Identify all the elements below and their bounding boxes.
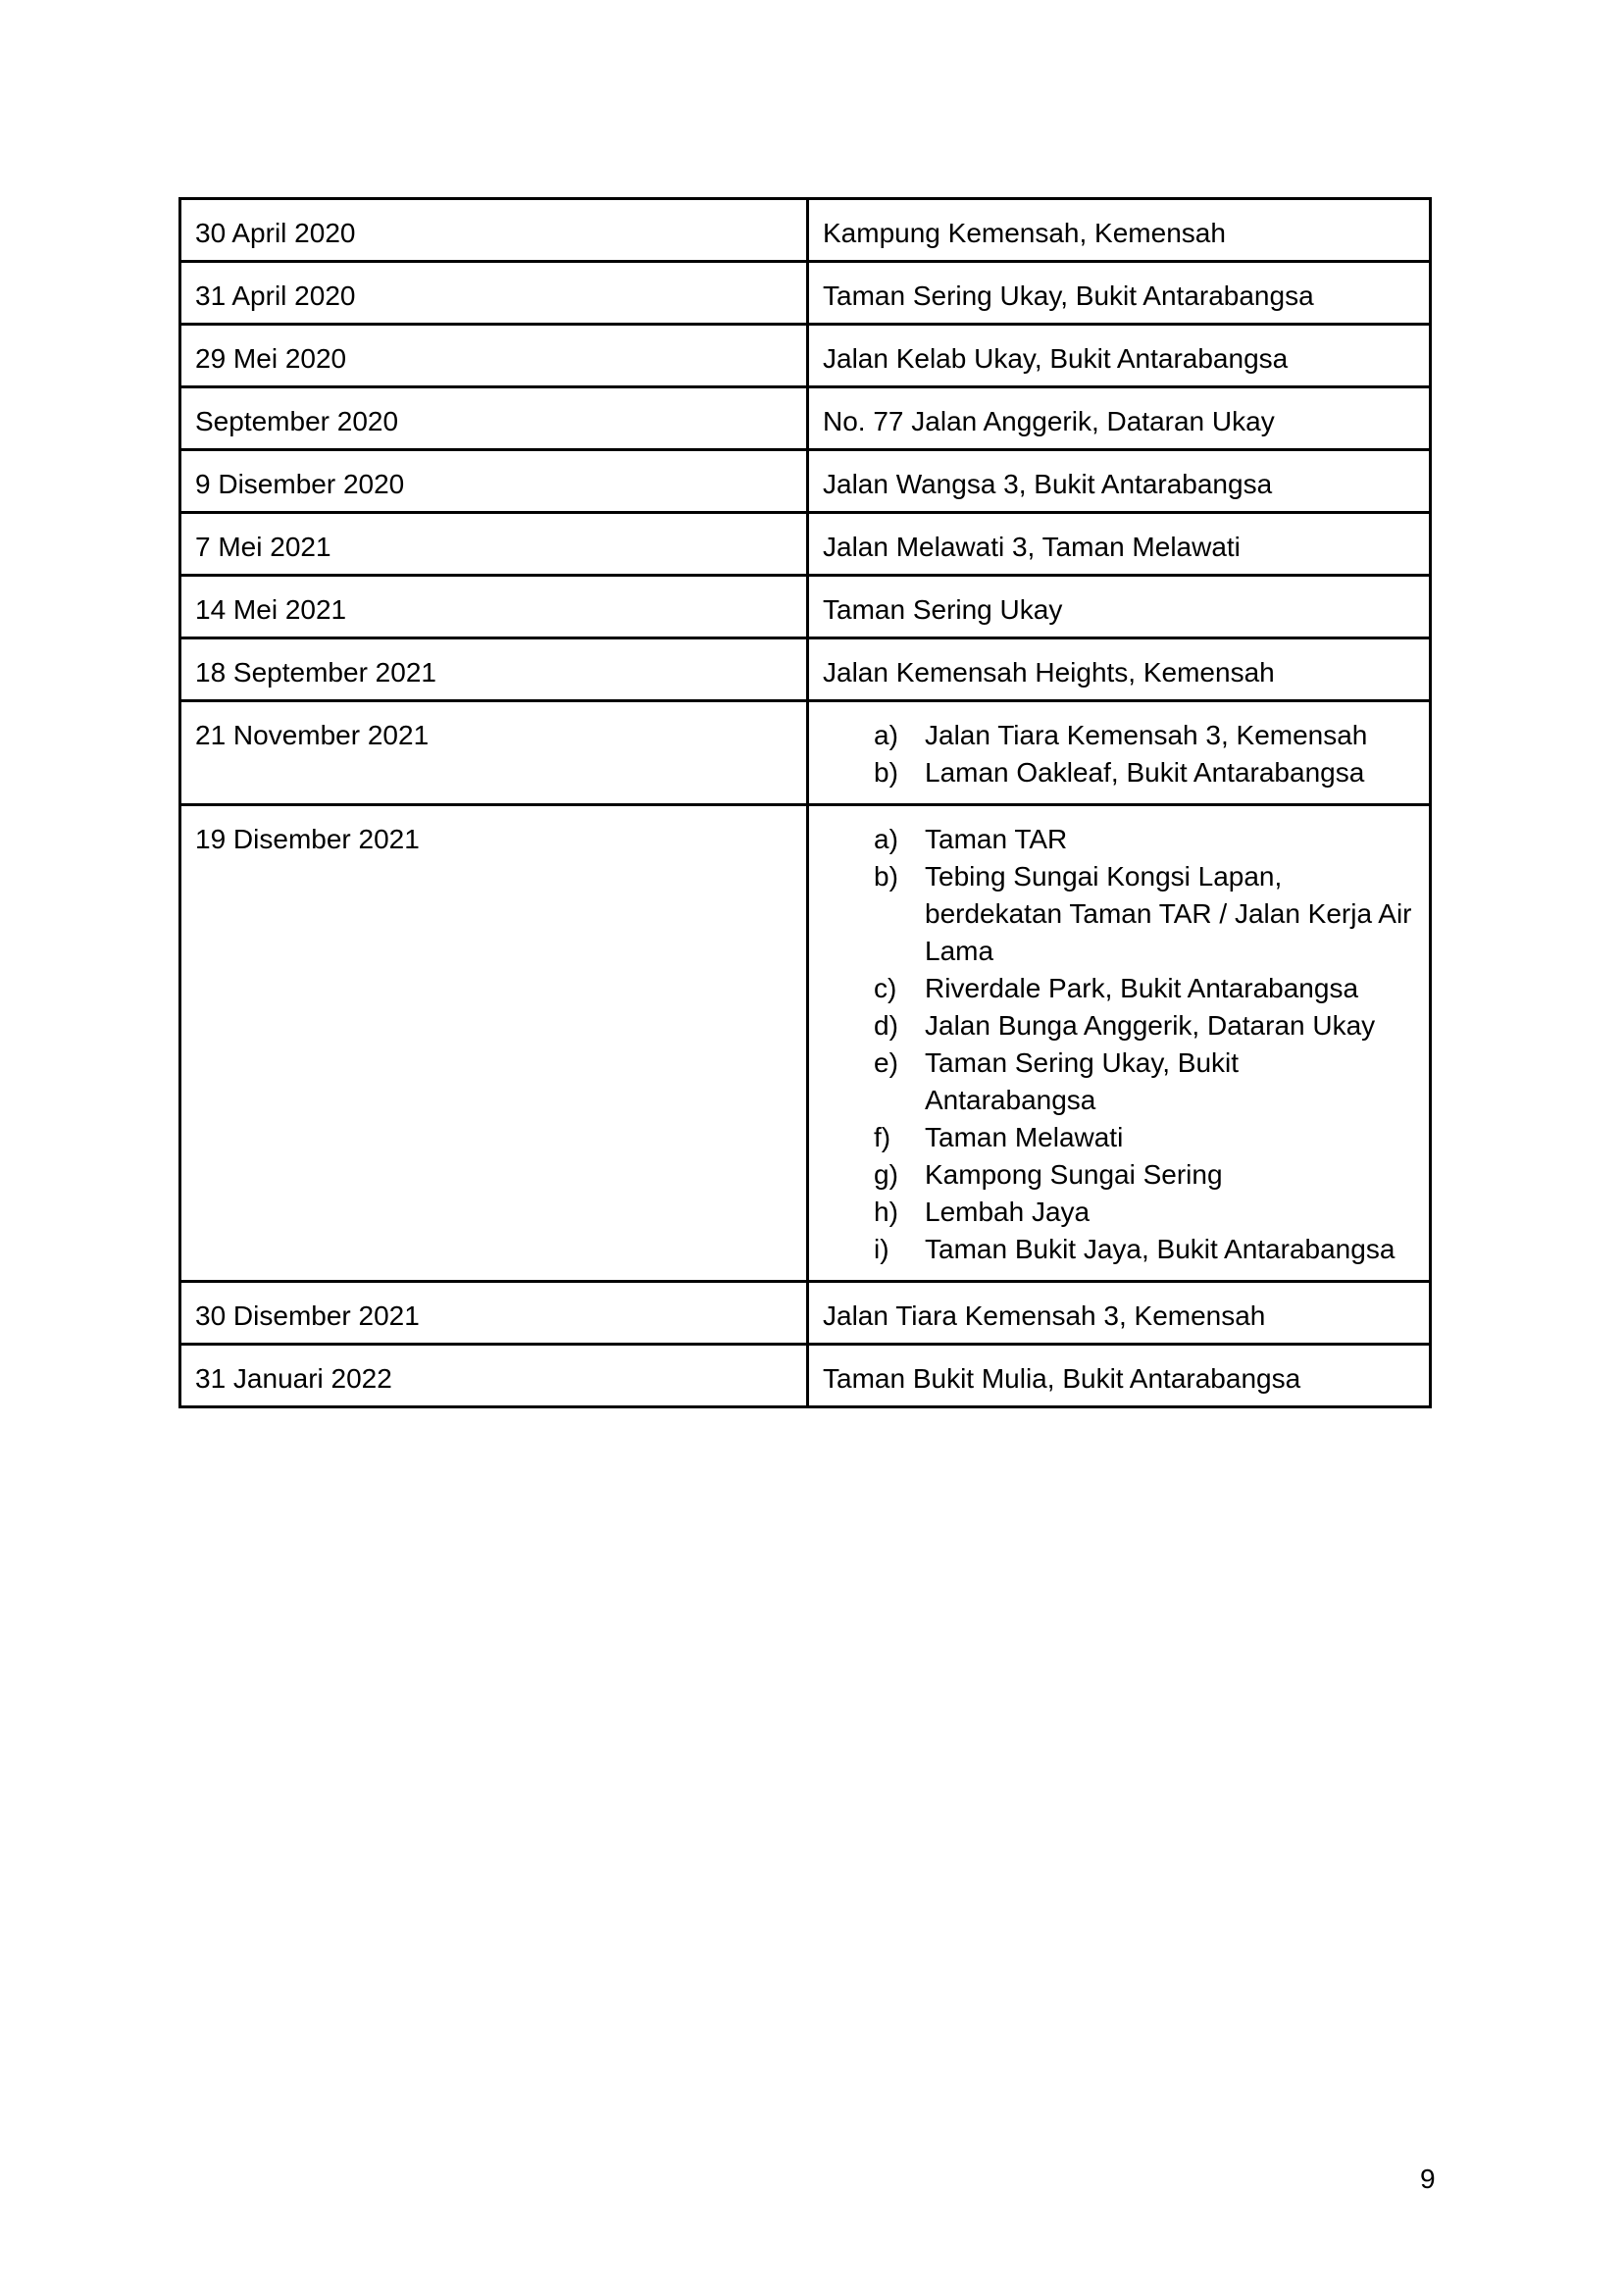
- list-marker: a): [874, 824, 898, 854]
- list-marker: g): [874, 1159, 898, 1190]
- list-item-text: Taman Sering Ukay, Bukit Antarabangsa: [925, 1047, 1240, 1115]
- list-item-text: Laman Oakleaf, Bukit Antarabangsa: [925, 757, 1365, 788]
- list-item: [874, 1119, 1415, 1156]
- date-cell: 9 Disember 2020: [180, 450, 808, 513]
- list-item-text: Riverdale Park, Bukit Antarabangsa: [925, 973, 1359, 1003]
- list-item-text: Jalan Tiara Kemensah 3, Kemensah: [925, 720, 1368, 750]
- list-item: [874, 717, 1415, 754]
- table-row: [180, 513, 1431, 576]
- date-cell: 30 April 2020: [180, 199, 808, 262]
- list-item: [874, 1156, 1415, 1194]
- list-marker: b): [874, 861, 898, 892]
- list-item: [874, 754, 1415, 791]
- location-list: [823, 717, 1415, 803]
- date-cell: 21 November 2021: [180, 701, 808, 805]
- list-marker: h): [874, 1197, 898, 1227]
- date-cell: 31 Januari 2022: [180, 1345, 808, 1407]
- date-cell: 19 Disember 2021: [180, 805, 808, 1282]
- page-number: 9: [1420, 2164, 1436, 2194]
- table-row: [180, 387, 1431, 450]
- list-item-text: Taman TAR: [925, 824, 1068, 854]
- location-cell: [808, 805, 1431, 1282]
- date-cell: 30 Disember 2021: [180, 1282, 808, 1345]
- list-marker: e): [874, 1047, 898, 1078]
- location-cell: Taman Bukit Mulia, Bukit Antarabangsa: [808, 1345, 1431, 1407]
- table-row: [180, 325, 1431, 387]
- location-cell: Jalan Melawati 3, Taman Melawati: [808, 513, 1431, 576]
- table-row: [180, 576, 1431, 638]
- date-cell: 29 Mei 2020: [180, 325, 808, 387]
- list-marker: a): [874, 720, 898, 750]
- location-cell: Taman Sering Ukay: [808, 576, 1431, 638]
- list-item: [874, 1007, 1415, 1045]
- table-row: [180, 701, 1431, 805]
- list-marker: c): [874, 973, 897, 1003]
- table-row: [180, 638, 1431, 701]
- date-cell: 14 Mei 2021: [180, 576, 808, 638]
- list-item: [874, 821, 1415, 858]
- list-marker: d): [874, 1010, 898, 1041]
- location-cell: Taman Sering Ukay, Bukit Antarabangsa: [808, 262, 1431, 325]
- list-marker: b): [874, 757, 898, 788]
- date-cell: 31 April 2020: [180, 262, 808, 325]
- location-cell: [808, 701, 1431, 805]
- list-marker: f): [874, 1122, 891, 1152]
- list-item-text: Taman Bukit Jaya, Bukit Antarabangsa: [925, 1234, 1396, 1264]
- table-row: [180, 1345, 1431, 1407]
- list-item: [874, 1194, 1415, 1231]
- date-cell: 7 Mei 2021: [180, 513, 808, 576]
- location-cell: Kampung Kemensah, Kemensah: [808, 199, 1431, 262]
- location-cell: Jalan Wangsa 3, Bukit Antarabangsa: [808, 450, 1431, 513]
- list-item-text: Tebing Sungai Kongsi Lapan, berdekatan Taman TAR / Jalan Kerja Air Lama: [925, 861, 1412, 966]
- date-cell: September 2020: [180, 387, 808, 450]
- location-list: [823, 821, 1415, 1280]
- table-row: [180, 262, 1431, 325]
- location-cell: Jalan Kelab Ukay, Bukit Antarabangsa: [808, 325, 1431, 387]
- list-item: [874, 970, 1415, 1007]
- list-marker: i): [874, 1234, 889, 1264]
- list-item: [874, 1231, 1415, 1268]
- table-row: [180, 1282, 1431, 1345]
- table-row: [180, 805, 1431, 1282]
- table-row: [180, 450, 1431, 513]
- location-cell: No. 77 Jalan Anggerik, Dataran Ukay: [808, 387, 1431, 450]
- list-item-text: Kampong Sungai Sering: [925, 1159, 1223, 1190]
- list-item-text: Jalan Bunga Anggerik, Dataran Ukay: [925, 1010, 1376, 1041]
- list-item: [874, 858, 1415, 970]
- date-cell: 18 September 2021: [180, 638, 808, 701]
- list-item-text: Lembah Jaya: [925, 1197, 1091, 1227]
- list-item: [874, 1045, 1415, 1119]
- table-row: [180, 199, 1431, 262]
- location-cell: Jalan Kemensah Heights, Kemensah: [808, 638, 1431, 701]
- incident-table: [178, 197, 1432, 1408]
- location-cell: Jalan Tiara Kemensah 3, Kemensah: [808, 1282, 1431, 1345]
- list-item-text: Taman Melawati: [925, 1122, 1124, 1152]
